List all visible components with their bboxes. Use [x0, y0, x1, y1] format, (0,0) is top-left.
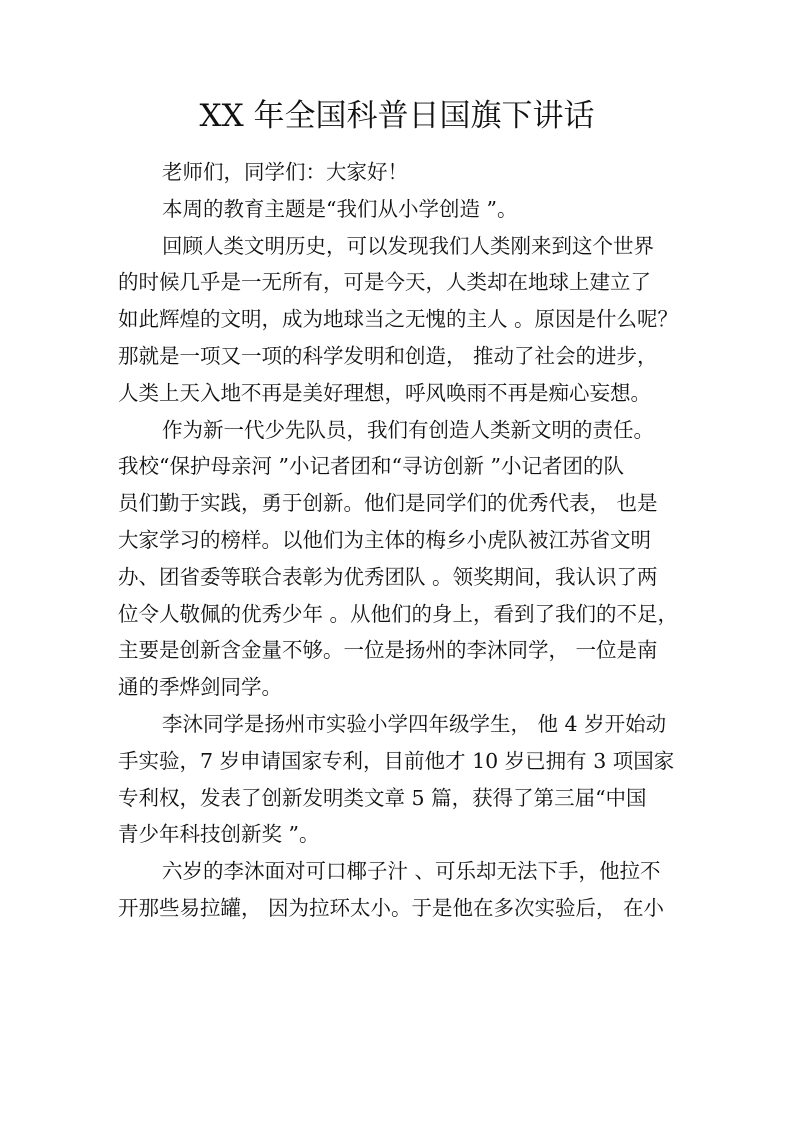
paragraph-line: 手实验，7 岁申请国家专利，目前他才 10 岁已拥有 3 项国家	[118, 748, 675, 773]
paragraph-line: 老师们，同学们：大家好！	[162, 160, 408, 184]
paragraph-line: 那就是一项又一项的科学发明和创造， 推动了社会的进步，	[118, 343, 658, 368]
paragraph-line: 李沐同学是扬州市实验小学四年级学生， 他 4 岁开始动	[162, 711, 667, 736]
paragraph-line: 通的季烨剑同学。	[118, 675, 282, 700]
document-body	[118, 154, 688, 927]
paragraph-line: 人类上天入地不再是美好理想，呼风唤雨不再是痴心妄想。	[118, 380, 651, 405]
paragraph-line: 员们勤于实践，勇于创新。他们是同学们的优秀代表， 也是	[118, 491, 658, 516]
paragraph-line: 的时候几乎是一无所有，可是今天，人类却在地球上建立了	[118, 270, 651, 295]
paragraph-line: 如此辉煌的文明，成为地球当之无愧的主人 。原因是什么呢？	[118, 307, 679, 332]
paragraph-line: 专利权，发表了创新发明类文章 5 篇，获得了第三届“中国	[118, 785, 647, 810]
paragraph-line: 办、团省委等联合表彰为优秀团队 。领奖期间，我认识了两	[118, 564, 658, 589]
paragraph-line: 开那些易拉罐， 因为拉环太小。于是他在多次实验后， 在小	[118, 895, 665, 920]
document-title: XX 年全国科普日国旗下讲话	[199, 98, 595, 134]
paragraph-line: 作为新一代少先队员，我们有创造人类新文明的责任。	[162, 417, 654, 442]
paragraph-line: 大家学习的榜样。以他们为主体的梅乡小虎队被江苏省文明	[118, 527, 651, 552]
paragraph-line: 本周的教育主题是“我们从小学创造 ”。	[162, 196, 518, 221]
paragraph-line: 位令人敬佩的优秀少年 。从他们的身上，看到了我们的不足，	[118, 601, 679, 626]
paragraph-line: 青少年科技创新奖 ”。	[118, 822, 320, 847]
paragraph-line: 主要是创新含金量不够。一位是扬州的李沐同学， 一位是南	[118, 638, 658, 663]
paragraph-line: 回顾人类文明历史，可以发现我们人类刚来到这个世界	[162, 233, 654, 258]
paragraph-line: 我校“保护母亲河 ”小记者团和“寻访创新 ”小记者团的队	[118, 454, 624, 479]
paragraph-line: 六岁的李沐面对可口椰子汁 、可乐却无法下手，他拉不	[162, 859, 661, 884]
